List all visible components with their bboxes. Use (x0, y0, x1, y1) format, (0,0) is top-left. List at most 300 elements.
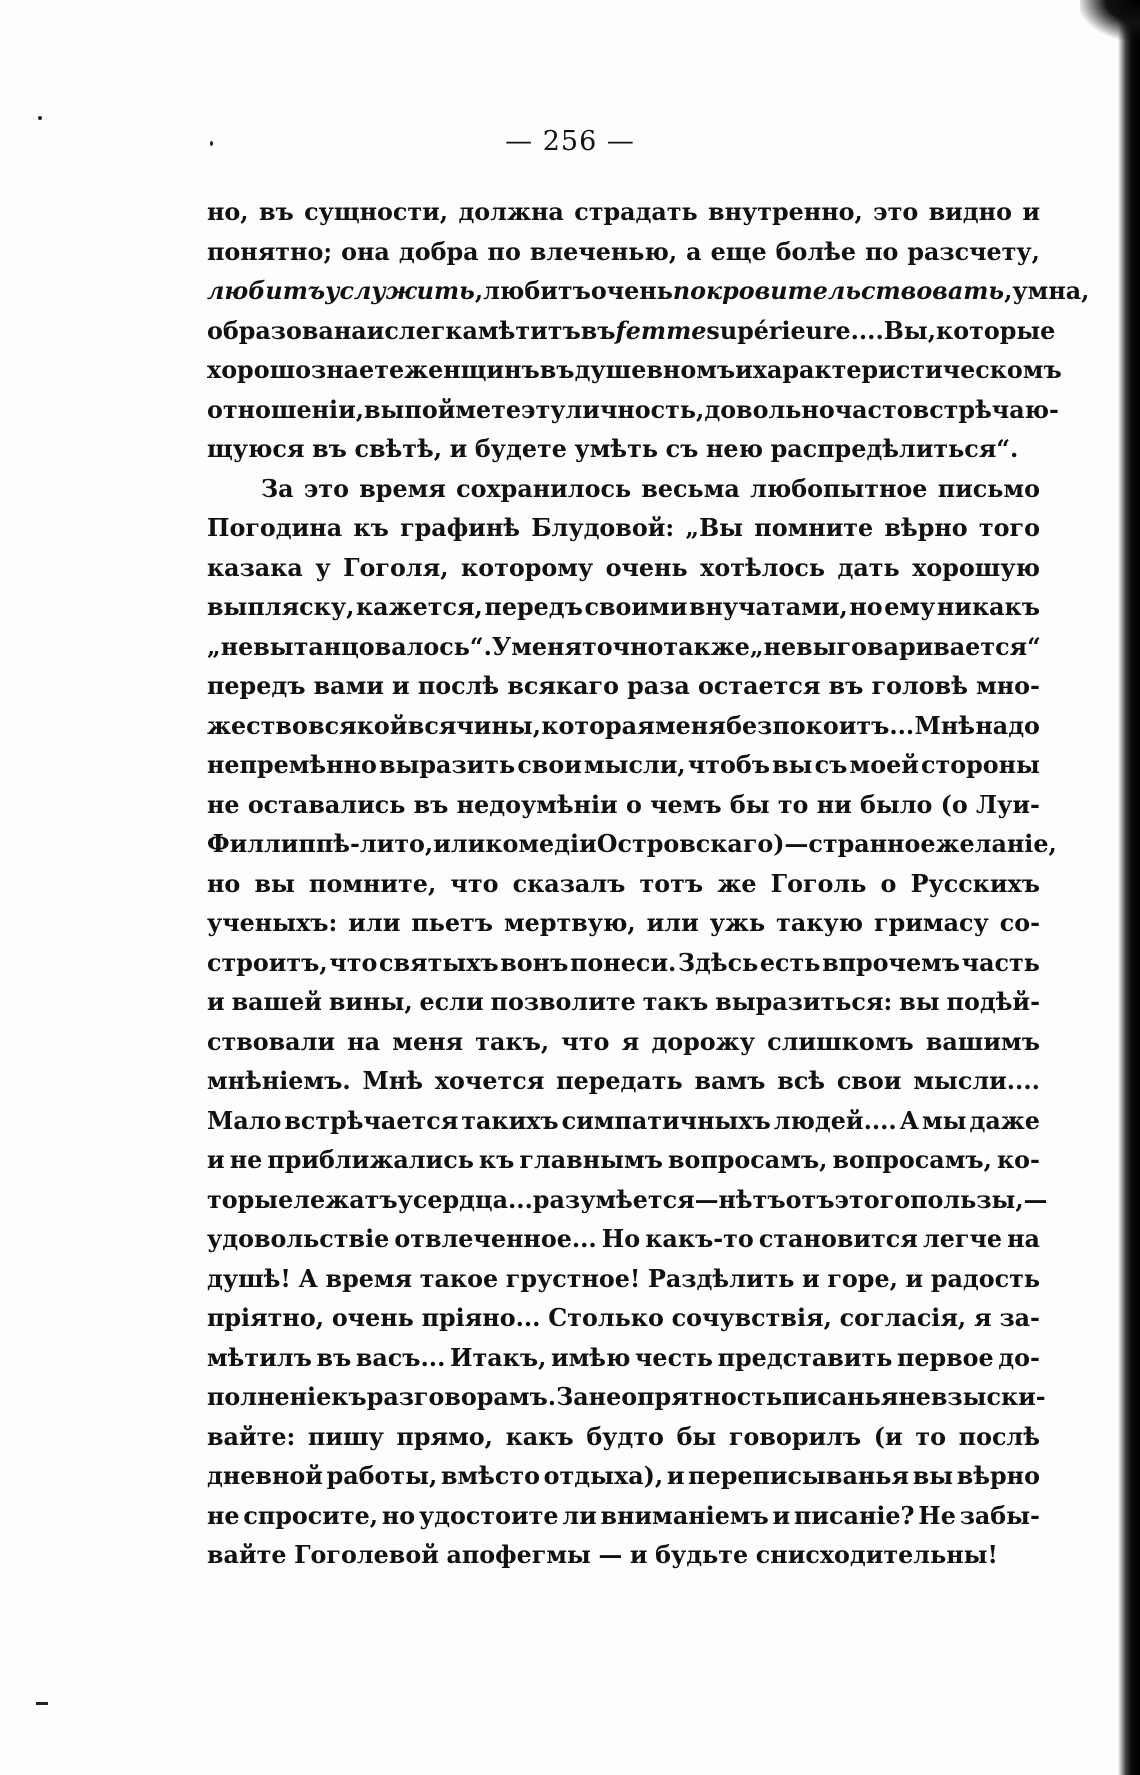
word: недоумѣніи (456, 790, 618, 819)
word: въ (258, 198, 294, 226)
word: о (625, 790, 642, 819)
word: но (381, 1501, 416, 1530)
word: Раздѣлить (647, 1264, 795, 1293)
text-line (207, 786, 1040, 826)
word: строитъ, (207, 948, 328, 977)
word: письмо (937, 474, 1040, 503)
word: и (366, 316, 385, 345)
word: страдать (574, 198, 698, 226)
word: чтобъ (687, 751, 771, 779)
word: бы (676, 1422, 717, 1451)
word: Погодина (207, 514, 343, 542)
word: къ (353, 514, 389, 542)
word: такъ, (475, 1027, 550, 1056)
word: или (646, 909, 699, 937)
word: въ (539, 356, 575, 384)
scan-shadow-corner (1080, 0, 1140, 40)
word: неопрятность (588, 1383, 783, 1411)
word: какъ (505, 1422, 574, 1451)
word: supérieure.... (706, 316, 884, 345)
word: вонъ (500, 948, 569, 977)
word: то (915, 1422, 946, 1451)
text-line (207, 549, 1040, 589)
word: моей (849, 751, 919, 779)
word: личность, (565, 395, 705, 424)
word: очень (605, 553, 688, 582)
word: и (666, 1462, 685, 1490)
word: къ (478, 1146, 515, 1174)
word: передать (556, 1067, 683, 1095)
word: кажется, (355, 593, 483, 621)
word: меня (392, 1027, 464, 1056)
word: жество (207, 711, 308, 740)
text-line (207, 1497, 1040, 1537)
word: такихъ (461, 1106, 559, 1135)
word: femme (615, 316, 707, 345)
word: сущности, (304, 198, 449, 226)
word: пріятно, (207, 1304, 324, 1332)
word: разговорамъ. (366, 1383, 557, 1411)
text-line (207, 1536, 1040, 1576)
text-line (207, 470, 1040, 510)
word: я (621, 1027, 640, 1056)
word: апофегмы (446, 1541, 591, 1569)
word: и (905, 1264, 924, 1293)
word: душевномъ (574, 356, 736, 384)
word: вайте: (207, 1422, 296, 1451)
text-line (207, 983, 1040, 1023)
word: оставались (247, 790, 406, 819)
text-line (207, 1339, 1040, 1379)
word: вашимъ (925, 1027, 1040, 1056)
word: въ (413, 790, 449, 819)
word: мы (922, 1106, 967, 1135)
word: святыхъ (378, 948, 499, 977)
word: эту (521, 395, 566, 424)
word: будто (586, 1422, 664, 1451)
word: сказалъ (512, 869, 626, 898)
word: нею (706, 435, 763, 463)
word: гримасу (874, 909, 989, 937)
word: что (329, 948, 378, 977)
word: не (898, 1383, 931, 1411)
word: или (433, 830, 486, 858)
word: довольно (704, 395, 835, 424)
word: безпокоитъ... (726, 711, 915, 740)
word: У (491, 632, 512, 661)
word: вашей (231, 988, 322, 1016)
word: ли (562, 1501, 597, 1530)
word: умна, (1012, 277, 1090, 305)
word: за- (999, 1304, 1040, 1332)
word: съ (814, 751, 848, 779)
word: меня (511, 632, 583, 661)
word: имѣю (550, 1343, 631, 1372)
word: съ (665, 435, 699, 463)
word: стороны (921, 751, 1040, 779)
word: она (341, 237, 390, 266)
word: дать (837, 553, 900, 582)
word: Мало (207, 1106, 282, 1135)
word: еще (710, 237, 767, 266)
word: приближались (267, 1146, 474, 1174)
word: сочувствія, (671, 1304, 832, 1332)
scan-shadow-edge (1118, 0, 1140, 1775)
word: и (772, 1501, 791, 1530)
word: всячины, (407, 711, 542, 740)
word: головѣ (871, 672, 968, 700)
word: мысли, (583, 751, 686, 779)
word: торые (207, 1185, 294, 1214)
word: людей.... (773, 1106, 897, 1135)
word: Русскихъ (910, 869, 1040, 898)
word: пріяно... (421, 1304, 541, 1332)
word: хотѣлось (700, 553, 825, 582)
word: ствовали (207, 1027, 336, 1056)
word: передъ (207, 672, 306, 700)
word: поймете (404, 395, 522, 424)
word: у (315, 553, 331, 582)
word: Филлиппѣ-ли (207, 830, 395, 858)
text-line (207, 1023, 1040, 1063)
text-line (207, 430, 1040, 470)
text-line (207, 1299, 1040, 1339)
word: непремѣнно (207, 751, 377, 779)
word: вопросамъ, (667, 1146, 828, 1174)
word: мно- (976, 672, 1040, 700)
word: и (392, 672, 410, 700)
text-line (207, 312, 1056, 352)
word: пользы,— (910, 1185, 1048, 1214)
word: время (325, 1264, 413, 1293)
text-line (207, 1062, 1040, 1102)
word: которые (936, 316, 1056, 345)
word: не (207, 1501, 240, 1530)
word: казака (207, 553, 303, 582)
word: было (860, 790, 933, 819)
word: Островскаго)—странное (596, 830, 936, 858)
word: представить (717, 1343, 893, 1372)
word: меня (655, 711, 726, 740)
word: согласія, (839, 1304, 967, 1332)
word: но, (207, 198, 249, 226)
word: Гоголевой (294, 1541, 439, 1569)
word: что (561, 1027, 610, 1056)
word: весьма (641, 474, 740, 503)
word: сохранилось (456, 474, 632, 503)
word: полненіе (207, 1383, 332, 1411)
word: я (974, 1304, 992, 1332)
word: отвлеченное... (394, 1225, 597, 1253)
word: любопытное (750, 474, 928, 503)
word: точно (582, 632, 664, 661)
word: ни (816, 790, 852, 819)
word: внутренно, (708, 198, 863, 226)
word: что (450, 869, 499, 898)
text-line (207, 588, 1040, 628)
word: вы (912, 1462, 954, 1490)
word: которая (541, 711, 655, 740)
text-line (207, 193, 1040, 233)
text-line (207, 825, 1057, 865)
word: За (261, 474, 294, 503)
word: характеристическомъ (752, 356, 1062, 384)
word: удостоите (418, 1501, 559, 1530)
word: ученыхъ: (207, 909, 338, 937)
word: Мнѣ (914, 711, 976, 740)
word: ужь (709, 909, 766, 937)
word: желаніе, (935, 830, 1057, 858)
word: вѣрно (956, 1462, 1040, 1490)
text-line (207, 351, 1062, 391)
word: раза (627, 672, 690, 700)
text-line (207, 1418, 1040, 1458)
dust-speck (38, 116, 42, 120)
word: услужить, (325, 277, 484, 305)
word: вниманіемъ (600, 1501, 769, 1530)
word: хорошую (912, 553, 1040, 582)
word: или (348, 909, 401, 937)
word: щуюся (207, 435, 305, 463)
word: это (873, 198, 919, 226)
word: послѣ (417, 672, 500, 700)
text-line (207, 1102, 1040, 1142)
word: позволите (490, 988, 636, 1016)
word: вмѣсто (440, 1462, 540, 1490)
word: часто (834, 395, 913, 424)
word: бы (729, 790, 770, 819)
word: комедіи (485, 830, 597, 858)
text-line (207, 1457, 1040, 1497)
text-line (207, 904, 1040, 944)
text-line (207, 707, 1040, 747)
word: ко- (996, 1146, 1040, 1174)
word: также (663, 632, 750, 661)
word: Вы, (883, 316, 937, 345)
word: распредѣлиться“. (770, 435, 1019, 463)
word: вы (772, 751, 813, 779)
word: со- (999, 909, 1040, 937)
word: помните (754, 514, 874, 542)
word: женщинъ (404, 356, 540, 384)
word: время (359, 474, 446, 503)
word: отдыха), (543, 1462, 664, 1490)
word: говорилъ (728, 1422, 862, 1451)
word: свѣтѣ, (354, 435, 443, 463)
word: а (686, 237, 702, 266)
word: , (474, 277, 484, 305)
word: выразиться: (715, 988, 893, 1016)
word: на (347, 1027, 381, 1056)
word: не (229, 1146, 263, 1174)
word: того (978, 514, 1040, 542)
text-line (207, 944, 1040, 984)
word: лежатъ (293, 1185, 398, 1214)
word: покровительствовать (672, 277, 1005, 305)
word: За (556, 1383, 589, 1411)
word: грустное! (505, 1264, 641, 1293)
word: такое (419, 1264, 499, 1293)
word: вами (313, 672, 384, 700)
word: вопросамъ, (832, 1146, 992, 1174)
word: образована (207, 316, 367, 345)
word: любитъ (483, 277, 591, 305)
word: въ (312, 435, 347, 463)
word: о (880, 869, 897, 898)
word: отношеніи, (207, 395, 365, 424)
text-line (207, 1181, 1048, 1221)
word: легче (922, 1225, 1002, 1253)
word: встрѣчаю- (912, 395, 1059, 424)
word: васъ... (355, 1343, 446, 1372)
word: вайте (207, 1541, 287, 1569)
word: тотъ (639, 869, 704, 898)
word: понеси. (569, 948, 677, 977)
word: снисходительны! (755, 1541, 998, 1569)
word: и (1022, 198, 1040, 226)
word: влеченью, (529, 237, 678, 266)
word: будете (474, 435, 567, 463)
word: есть (759, 948, 821, 977)
word: и (207, 988, 225, 1016)
text-line (207, 1141, 1040, 1181)
word: „не (207, 632, 254, 661)
word: свои (836, 1067, 902, 1095)
word: хорошо (207, 356, 312, 384)
word: даже (969, 1106, 1040, 1135)
word: до- (998, 1343, 1040, 1372)
word: радость (930, 1264, 1040, 1293)
word: но (849, 593, 883, 621)
word: то, (394, 830, 434, 858)
word: взыски- (930, 1383, 1046, 1411)
word: внучатами, (688, 593, 848, 621)
word: такъ (642, 988, 709, 1016)
word: вы (364, 395, 405, 424)
word: выпляску, (207, 593, 355, 621)
word: то (777, 790, 809, 819)
word: не (207, 790, 240, 819)
word: и (207, 1146, 225, 1174)
word: Гоголь (770, 869, 867, 898)
text-line (207, 628, 1040, 668)
word: видно (928, 198, 1012, 226)
word: — (598, 1541, 623, 1569)
word: въ (828, 672, 864, 700)
word: на (1007, 1225, 1040, 1253)
word: Столько (548, 1304, 664, 1332)
word: Не (918, 1501, 956, 1530)
word: остается (697, 672, 821, 700)
word: у (397, 1185, 413, 1214)
word: Но (601, 1225, 641, 1253)
paragraph (207, 193, 1090, 470)
body-text (207, 193, 1090, 1576)
word: къ (331, 1383, 367, 1411)
word: надо (975, 711, 1040, 740)
text-line (207, 272, 1090, 312)
word: но (207, 869, 241, 898)
word: , (1004, 277, 1013, 305)
word: спросите, (243, 1501, 379, 1530)
text-line (207, 1378, 1046, 1418)
word: писаніе? (793, 1501, 915, 1530)
word: понятно; (207, 237, 333, 266)
text-line (207, 391, 1059, 431)
paragraph (207, 470, 1057, 1576)
text-line (207, 746, 1040, 786)
word: никакъ (936, 593, 1040, 621)
word: становится (758, 1225, 918, 1253)
word: „не (749, 632, 797, 661)
word: ему (884, 593, 936, 621)
word: подѣй- (946, 988, 1040, 1016)
word: разсчету, (907, 237, 1040, 266)
text-line (207, 1260, 1040, 1300)
word: и (735, 356, 753, 384)
word: вы (899, 988, 940, 1016)
word: и (449, 435, 468, 463)
word: которому (461, 553, 594, 582)
text-line (207, 1220, 1040, 1260)
word: свои (517, 751, 582, 779)
word: (и (873, 1422, 903, 1451)
word: главнымъ (519, 1146, 663, 1174)
word: впрочемъ (822, 948, 961, 977)
word: сердца... (412, 1185, 533, 1214)
word: горе, (827, 1264, 898, 1293)
word: чемъ (650, 790, 722, 819)
word: дорожу (651, 1027, 755, 1056)
text-line (207, 865, 1040, 905)
word: Блудовой: (531, 514, 675, 542)
word: вины, (328, 988, 413, 1016)
word: своими (584, 593, 688, 621)
word: такую (776, 909, 864, 937)
word: переписыванья (688, 1462, 910, 1490)
text-line (207, 509, 1040, 549)
word: графинѣ (400, 514, 520, 542)
word: симпатичныхъ (561, 1106, 771, 1135)
text-line (207, 233, 1040, 273)
word: дневной (207, 1462, 323, 1490)
word: мнѣніемъ. (207, 1067, 351, 1095)
word: хочется (434, 1067, 545, 1095)
word: встрѣчается (284, 1106, 459, 1135)
word: любитъ (207, 277, 326, 305)
word: отъ (785, 1185, 835, 1214)
word: забы- (959, 1501, 1040, 1530)
word: Здѣсь (677, 948, 759, 977)
word: оченьпокровительствовать, (590, 277, 1013, 305)
word: вы (254, 869, 295, 898)
word: писанья (782, 1383, 899, 1411)
word: если (419, 988, 484, 1016)
word: честь (635, 1343, 713, 1372)
word: „Вы (685, 514, 744, 542)
word: выразить (379, 751, 516, 779)
word: помните, (309, 869, 437, 898)
word: пишу (307, 1422, 384, 1451)
word: вытанцовалось“. (253, 632, 492, 661)
word: по (487, 237, 521, 266)
word: добра (398, 237, 479, 266)
word: (о (940, 790, 968, 819)
word: удовольствіе (207, 1225, 390, 1253)
word: болѣе (775, 237, 857, 266)
word: и (629, 1541, 648, 1569)
word: прямо, (396, 1422, 493, 1451)
